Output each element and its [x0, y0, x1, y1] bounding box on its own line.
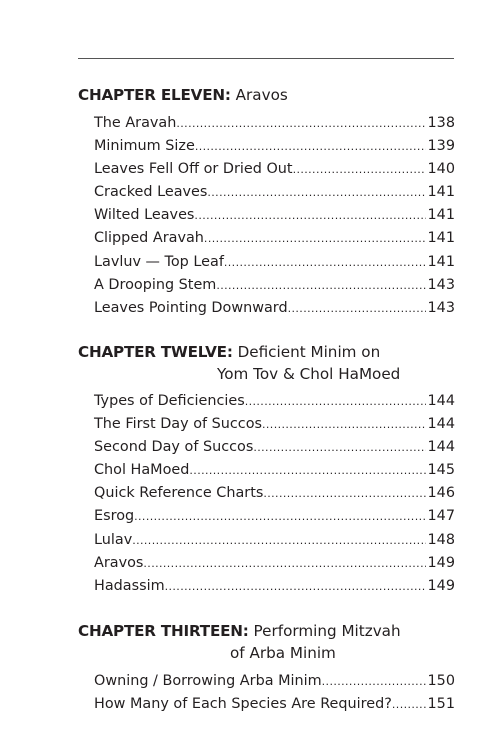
toc-entry-page: 145 — [427, 462, 455, 479]
toc-entry-title: A Drooping Stem — [94, 276, 217, 293]
toc-entry[interactable] — [94, 555, 455, 578]
toc-entry-title: Second Day of Succos — [94, 439, 254, 456]
toc-entry[interactable] — [94, 532, 455, 555]
toc-entry-title: Wilted Leaves — [94, 207, 195, 224]
toc-entry-title: Aravos — [94, 554, 144, 571]
toc-entry[interactable] — [94, 673, 455, 696]
toc-entry[interactable] — [94, 115, 455, 138]
toc-entry[interactable] — [94, 416, 455, 439]
chapter-heading-thirteen — [78, 620, 401, 664]
dot-leader — [194, 209, 425, 222]
toc-entry[interactable] — [94, 578, 455, 601]
dot-leader — [224, 256, 426, 269]
chapter-twelve-entries — [94, 393, 455, 601]
dot-leader — [132, 534, 425, 547]
toc-entry-title: Chol HaMoed — [94, 462, 190, 479]
dot-leader — [176, 117, 425, 130]
chapter-title: Aravos — [235, 86, 288, 104]
chapter-eleven-entries — [94, 115, 455, 323]
dot-leader — [263, 487, 425, 500]
toc-entry-page: 143 — [427, 276, 455, 293]
toc-entry-title: The Aravah — [94, 115, 177, 131]
toc-entry[interactable] — [94, 508, 455, 531]
toc-entry-title: Cracked Leaves — [94, 184, 208, 201]
toc-entry-page: 143 — [427, 299, 455, 316]
toc-entry[interactable] — [94, 300, 455, 323]
toc-entry-page: 149 — [427, 554, 455, 571]
toc-entry[interactable] — [94, 161, 455, 184]
toc-entry-page: 144 — [427, 439, 455, 456]
dot-leader — [207, 186, 425, 199]
dot-leader — [189, 464, 425, 477]
toc-entry-page: 140 — [427, 161, 455, 178]
dot-leader — [392, 698, 426, 711]
toc-entry-page: 149 — [427, 577, 455, 594]
dot-leader — [143, 557, 425, 570]
toc-entry-title: Owning / Borrowing Arba Minim — [94, 673, 322, 689]
toc-entry-page: 141 — [427, 184, 455, 201]
chapter-title: Deficient Minim on — [237, 343, 381, 361]
toc-entry[interactable] — [94, 277, 455, 300]
toc-entry-title: Quick Reference Charts — [94, 485, 264, 502]
dot-leader — [288, 302, 426, 315]
toc-entry-page: 139 — [427, 138, 455, 155]
dot-leader — [216, 279, 425, 292]
toc-entry[interactable] — [94, 462, 455, 485]
toc-entry-page: 147 — [427, 508, 455, 525]
toc-entry-page: 148 — [427, 531, 455, 548]
toc-entry-page: 141 — [427, 207, 455, 224]
dot-leader — [322, 675, 426, 688]
toc-entry[interactable] — [94, 485, 455, 508]
toc-entry[interactable] — [94, 184, 455, 207]
dot-leader — [253, 441, 425, 454]
toc-entry[interactable] — [94, 696, 455, 719]
dot-leader — [204, 232, 426, 245]
toc-entry-page: 144 — [427, 393, 455, 409]
chapter-label: CHAPTER ELEVEN: — [78, 86, 231, 104]
toc-entry-page: 141 — [427, 230, 455, 247]
dot-leader — [165, 580, 426, 593]
chapter-title-continued: Yom Tov & Chol HaMoed — [217, 365, 401, 383]
toc-entry[interactable] — [94, 393, 455, 416]
toc-entry-title: Clipped Aravah — [94, 230, 204, 247]
toc-entry[interactable] — [94, 138, 455, 161]
dot-leader — [245, 395, 426, 408]
chapter-heading-eleven — [78, 84, 288, 106]
dot-leader — [262, 418, 426, 431]
toc-entry[interactable] — [94, 254, 455, 277]
toc-entry-title: Esrog — [94, 508, 135, 525]
toc-entry-title: Lulav — [94, 531, 133, 548]
toc-entry-title: The First Day of Succos — [94, 416, 263, 433]
chapter-label: CHAPTER THIRTEEN: — [78, 622, 249, 640]
toc-entry-page: 138 — [427, 115, 455, 131]
toc-entry-page: 150 — [427, 673, 455, 689]
top-rule — [78, 58, 454, 59]
chapter-heading-twelve — [78, 341, 400, 385]
dot-leader — [293, 163, 426, 176]
toc-entry-title: Leaves Pointing Downward — [94, 299, 288, 316]
toc-entry-title: Lavluv — Top Leaf — [94, 253, 224, 270]
toc-entry-title: Leaves Fell Off or Dried Out — [94, 161, 293, 178]
toc-entry-title: Minimum Size — [94, 138, 195, 155]
toc-entry-title: Hadassim — [94, 577, 165, 594]
toc-entry-page: 144 — [427, 416, 455, 433]
toc-entry-page: 151 — [427, 696, 455, 713]
toc-entry-page: 141 — [427, 253, 455, 270]
dot-leader — [195, 140, 426, 153]
chapter-title: Performing Mitzvah — [253, 622, 401, 640]
chapter-title-continued: of Arba Minim — [230, 644, 336, 662]
toc-entry[interactable] — [94, 439, 455, 462]
chapter-label: CHAPTER TWELVE: — [78, 343, 233, 361]
chapter-thirteen-entries — [94, 673, 455, 719]
toc-entry-page: 146 — [427, 485, 455, 502]
toc-entry[interactable] — [94, 230, 455, 253]
toc-entry-title: Types of Deficiencies — [94, 393, 245, 409]
toc-entry-title: How Many of Each Species Are Required? — [94, 696, 392, 713]
toc-entry[interactable] — [94, 207, 455, 230]
dot-leader — [134, 510, 425, 523]
